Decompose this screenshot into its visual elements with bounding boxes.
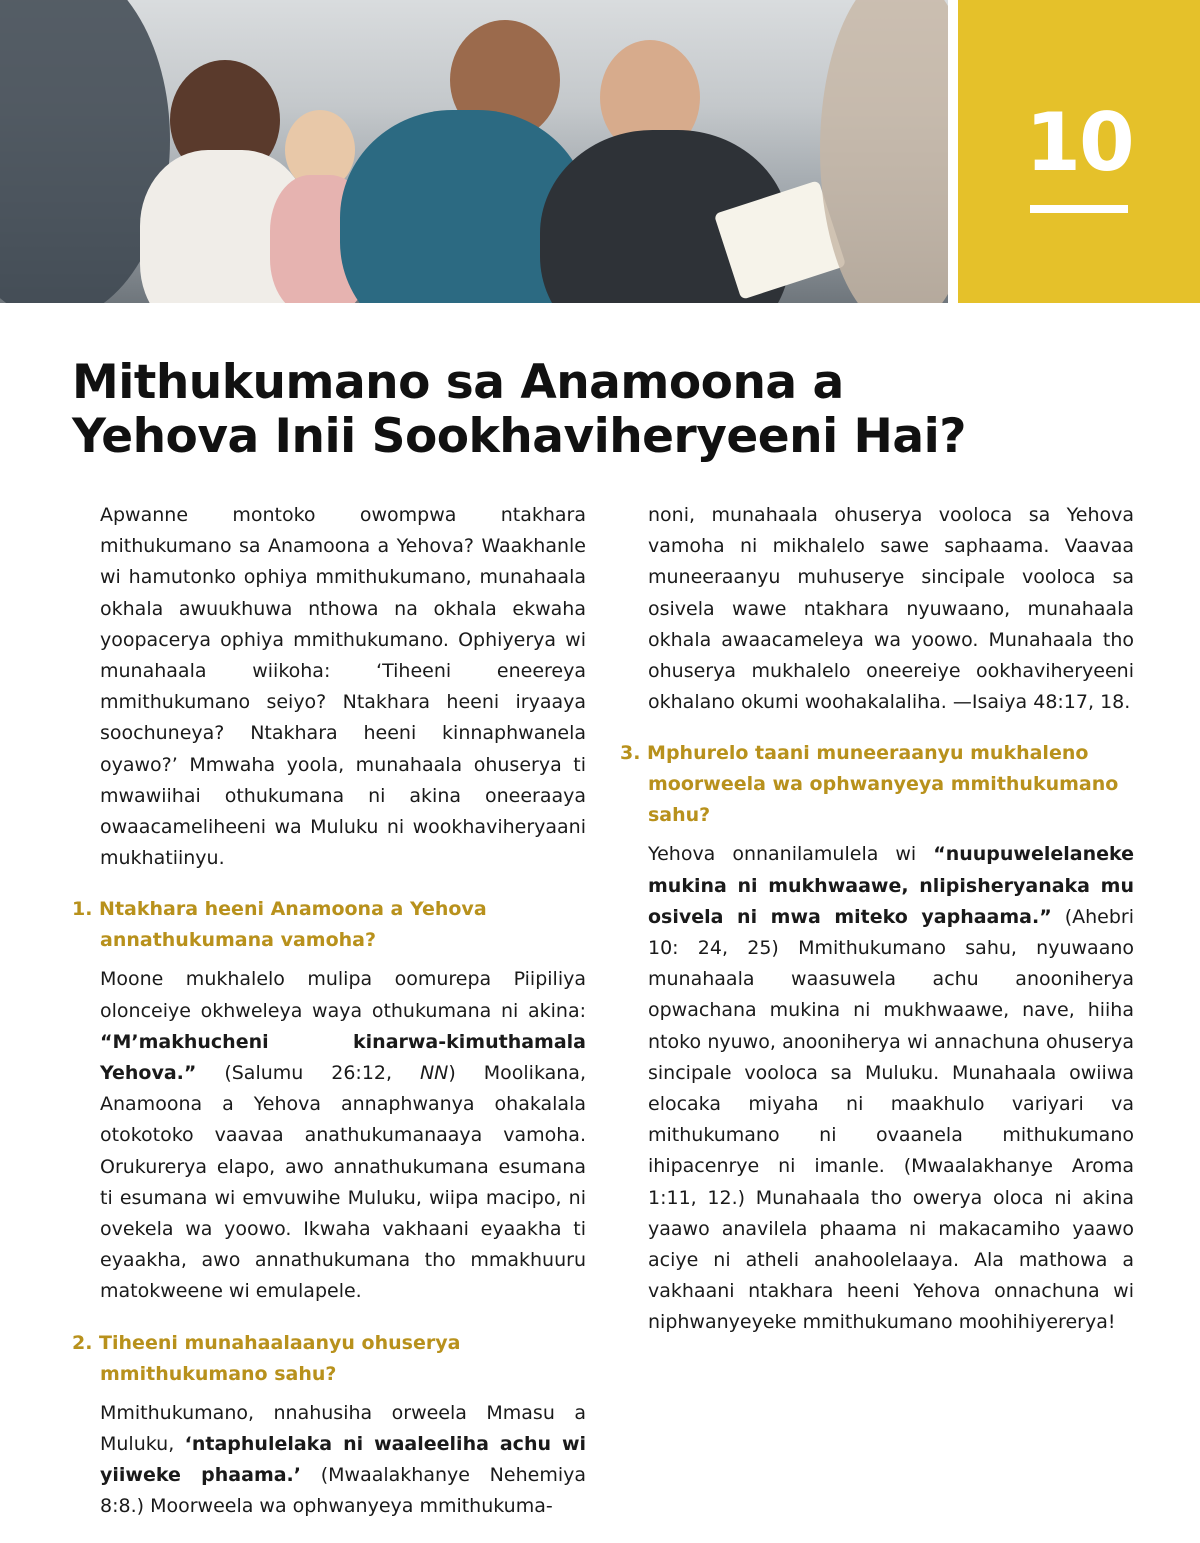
section-1-paragraph (72, 964, 586, 1307)
left-column (72, 500, 586, 1522)
section-3-text-b: (Ahebri 10: 24, 25) Mmithukumano sahu, nyuwaano munahaala waasuwela achu anooniherya opwachana mukina ni mukhwaawe, nave, hiiha ntoko nyuwo, anooniherya wi annachuna ohuserya sincipale vooloca sa Muluku. Munahaala owiiwa elocaka miyaha ni maakhulo variyari va mithukumano ni ovaanela mithukumano ihipacenrye ni imanle. (Mwaalakhanye Aroma 1:11, 12.) Munahaala tho owerya oloca ni akina yaawo anavilela phaama ni makacamiho yaawo aciye ni atheli anahoolelaaya. Ala mathowa a vakhaani ntakhara heeni Yehova onnachuna wi niphwanyeyeke mmithukumano moohihiyererya! (648, 905, 1134, 1334)
hero-photo (0, 0, 948, 303)
lesson-number-underline (1030, 205, 1128, 213)
section-2-quote: ‘ntaphulelaka ni waaleeliha achu wi yiiweke phaama.’ (100, 1432, 587, 1487)
section-2-paragraph-cont (620, 500, 1134, 718)
lesson-badge (958, 0, 1200, 303)
page-title-line1: Mithukumano sa Anamoona a (72, 355, 844, 410)
section-3-quote: “nuupuwelelaneke mukina ni mukhwaawe, nlipisheryanaka mu osivela ni mwa miteko yaphaama.” (648, 843, 1134, 928)
section-2-text-a: Mmithukumano, nnahusiha orweela Mmasu a Muluku, (100, 1401, 586, 1455)
section-2-text-b-left: (Mwaalakhanye Nehemiya 8:8.) Moorweela wa ophwanyeya mmithukuma- (100, 1464, 586, 1518)
right-column (620, 500, 1134, 1339)
section-1-italic: NN (419, 1062, 449, 1085)
section-2-paragraph-start (72, 1398, 586, 1523)
section-2-heading: 2. Tiheeni munahaalaanyu ohuserya mmithukumano sahu? (72, 1331, 461, 1385)
section-1-text-a: Moone mukhalelo mulipa oomurepa Piipiliya olonceiye okhweleya waya othukumana ni akina: (100, 968, 586, 1022)
section-1-text-c: ) Moolikana, Anamoona a Yehova annaphwanya ohakalala otokotoko vaavaa anathukumanaaya vamoha. Orukurerya elapo, awo annathukumana esumana ti esumana wi emvuwihe Muluku, wiipa macipo, ni ovekela wa yoowo. Ikwaha vakhaani eyaakha ti eyaakha, awo annathukumana tho mmakhuuru matokweene wi emulapele. (100, 1062, 586, 1303)
section-3-heading: 3. Mphurelo taani muneeraanyu mukhaleno moorweela wa ophwanyeya mmithukumano sahu? (620, 742, 1119, 827)
section-2-text-b-right: noni, munahaala ohuserya vooloca sa Yehova vamoha ni mikhalelo sawe saphaama. Vaavaa muneeraanyu muhuserye sincipale vooloca sa osivela wawe ntakhara nyuwaano, munahaala okhala awaacameleya wa yoowo. Munahaala tho ohuserya mukhalelo oneereiye ookhaviheryeeni okhalano okumi woohakalaliha. —Isaiya 48:17, 18. (648, 504, 1134, 714)
intro-paragraph: Apwanne montoko owompwa ntakhara mithukumano sa Anamoona a Yehova? Waakhanle wi hamutonko ophiya mmithukumano, munahaala okhala awuukhuwa nthowa na okhala ekwaha yoopacerya ophiya mmithukumano. Ophiyerya wi munahaala wiikoha: ‘Tiheeni eneereya mmithukumano seiyo? Ntakhara heeni iryaaya soochuneya? Ntakhara heeni kinnaphwanela oyawo?’ Mmwaha yoola, munahaala ohuserya ti mwawiihai othukumana ni akina oneeraaya owaacameliheeni wa Muluku ni wookhaviheryaani mukhatiinyu. (100, 504, 586, 870)
section-1-quote: “M’makhucheni kinarwa-kimuthamala Yehova.” (100, 1030, 586, 1085)
page-title (72, 356, 1072, 464)
page-title-line2: Yehova Inii Sookhaviheryeeni Hai? (72, 409, 966, 464)
section-3-paragraph (620, 839, 1134, 1338)
section-1-text-b: (Salumu 26:12, (196, 1062, 420, 1085)
person-silhouette-right (820, 0, 948, 303)
section-3-text-a: Yehova onnanilamulela wi (648, 843, 934, 866)
lesson-number: 10 (1025, 96, 1133, 189)
section-1-heading: 1. Ntakhara heeni Anamoona a Yehova annathukumana vamoha? (72, 898, 487, 952)
